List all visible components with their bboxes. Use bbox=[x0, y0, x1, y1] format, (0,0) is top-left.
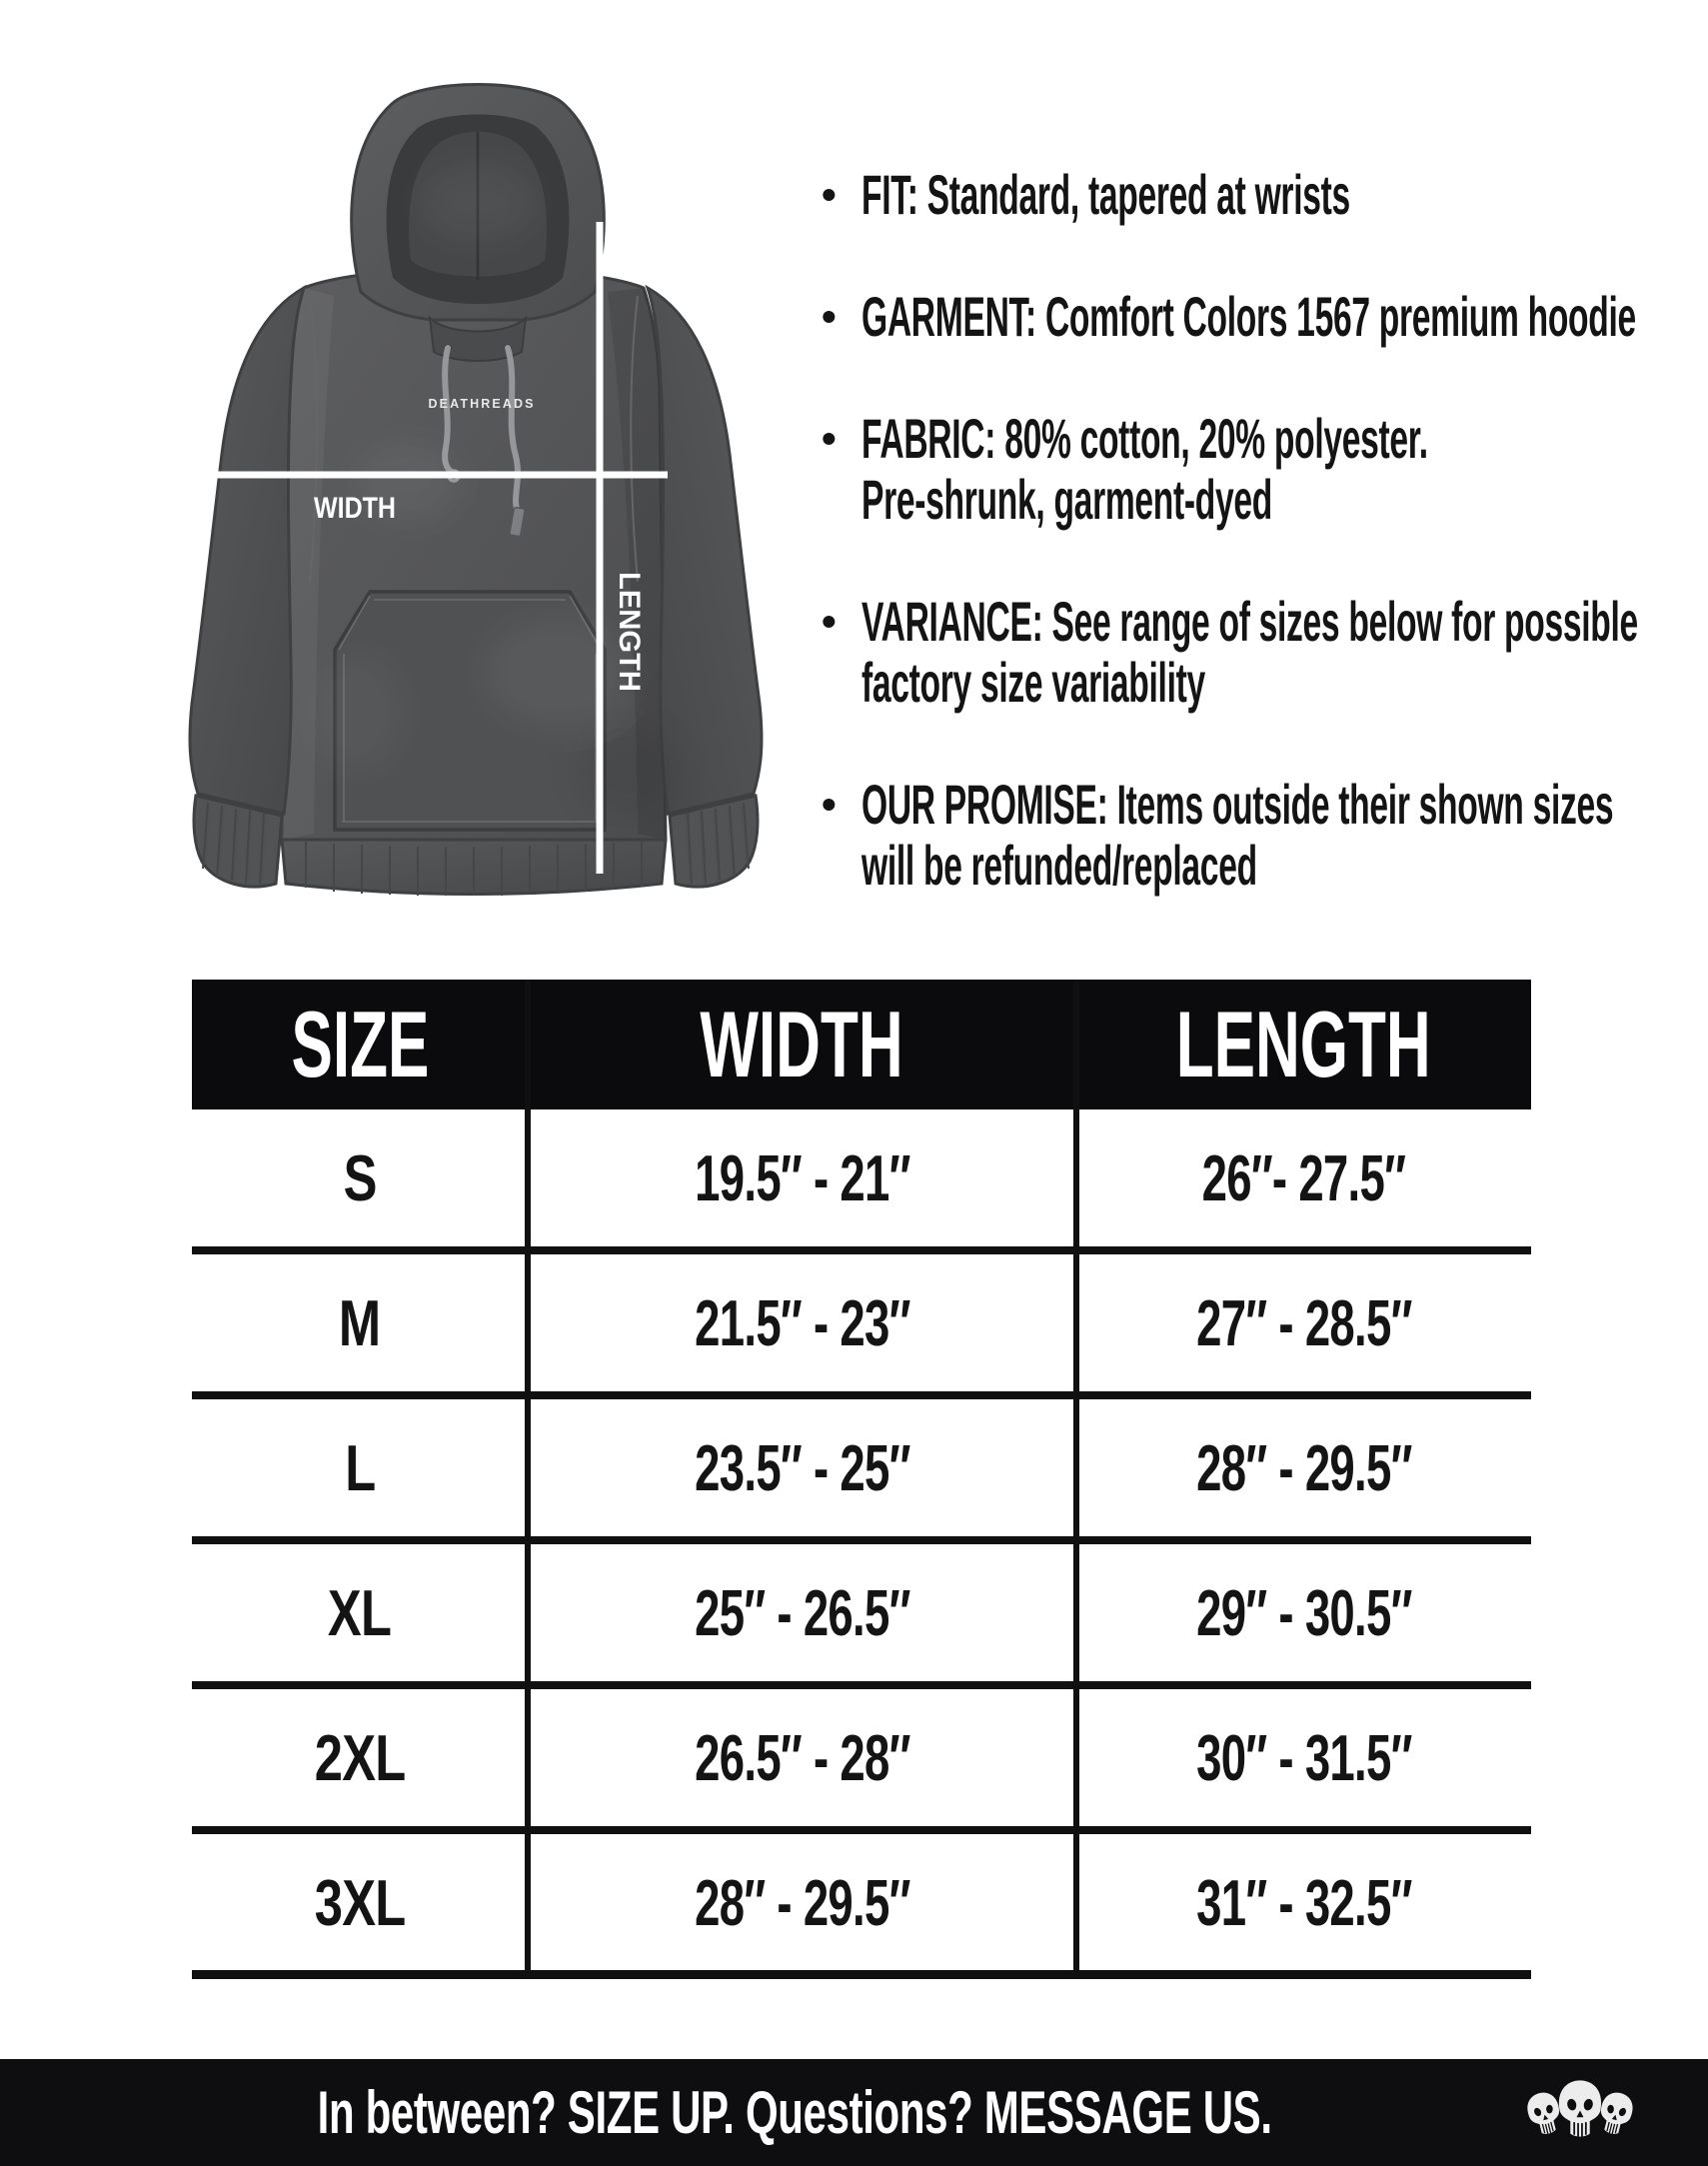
detail-line: OUR PROMISE: Items outside their shown sizes bbox=[861, 773, 1614, 836]
detail-item-variance bbox=[822, 591, 1701, 713]
width-cell: 26.5″ - 28″ bbox=[694, 1721, 910, 1794]
bullet-dot: • bbox=[822, 171, 837, 218]
width-cell: 25″ - 26.5″ bbox=[694, 1576, 910, 1649]
table-row bbox=[192, 1109, 1531, 1254]
length-cell: 30″ - 31.5″ bbox=[1195, 1721, 1412, 1794]
width-cell: 19.5″ - 21″ bbox=[694, 1141, 910, 1214]
bullet-dot: • bbox=[822, 293, 837, 340]
hoodie-product-figure bbox=[108, 52, 798, 897]
size-cell: M bbox=[339, 1286, 381, 1359]
table-row bbox=[192, 1544, 1531, 1689]
length-cell: 27″ - 28.5″ bbox=[1195, 1286, 1412, 1359]
detail-line: factory size variability bbox=[861, 651, 1205, 714]
size-cell: S bbox=[343, 1141, 377, 1214]
detail-line: FIT: Standard, tapered at wrists bbox=[861, 163, 1350, 226]
length-cell: 26″- 27.5″ bbox=[1201, 1141, 1406, 1214]
bullet-dot: • bbox=[822, 598, 837, 645]
table-row bbox=[192, 1689, 1531, 1834]
detail-item-fit bbox=[822, 164, 1701, 225]
width-measure-label: WIDTH bbox=[314, 492, 396, 525]
size-cell: 3XL bbox=[314, 1865, 406, 1939]
size-chart-table bbox=[192, 980, 1531, 1979]
width-cell: 23.5″ - 25″ bbox=[694, 1431, 910, 1504]
size-cell: XL bbox=[328, 1576, 392, 1649]
footer-bar bbox=[0, 2059, 1708, 2166]
chest-logo-text: DEATHREADS bbox=[428, 397, 534, 411]
header-cell-length: LENGTH bbox=[1175, 992, 1432, 1096]
detail-item-promise bbox=[822, 774, 1701, 896]
width-cell: 28″ - 29.5″ bbox=[694, 1865, 910, 1939]
detail-line: FABRIC: 80% cotton, 20% polyester. bbox=[861, 407, 1428, 470]
bullet-dot: • bbox=[822, 415, 837, 462]
table-row bbox=[192, 1834, 1531, 1979]
header-cell-size: SIZE bbox=[291, 992, 429, 1096]
table-row bbox=[192, 1254, 1531, 1399]
detail-line: Pre-shrunk, garment-dyed bbox=[861, 468, 1273, 531]
length-cell: 29″ - 30.5″ bbox=[1195, 1576, 1412, 1649]
product-details-list bbox=[822, 164, 1701, 957]
table-column-divider bbox=[1073, 980, 1079, 1979]
triple-skull-logo bbox=[1504, 2069, 1656, 2157]
width-cell: 21.5″ - 23″ bbox=[694, 1286, 910, 1359]
length-cell: 28″ - 29.5″ bbox=[1195, 1431, 1412, 1504]
table-row bbox=[192, 1399, 1531, 1544]
detail-item-fabric bbox=[822, 408, 1701, 530]
detail-line: VARIANCE: See range of sizes below for possible bbox=[861, 590, 1638, 653]
size-cell: L bbox=[344, 1431, 376, 1504]
header-cell-width: WIDTH bbox=[700, 992, 904, 1096]
hoodie-left-sleeve bbox=[190, 288, 304, 887]
size-chart-header bbox=[192, 980, 1531, 1109]
table-column-divider bbox=[525, 980, 531, 1979]
detail-item-garment bbox=[822, 286, 1701, 347]
detail-line: GARMENT: Comfort Colors 1567 premium hoodie bbox=[861, 285, 1636, 348]
length-measure-label: LENGTH bbox=[613, 572, 646, 696]
length-cell: 31″ - 32.5″ bbox=[1195, 1865, 1412, 1939]
footer-message: In between? SIZE UP. Questions? MESSAGE US. bbox=[317, 2079, 1273, 2146]
detail-line: will be refunded/replaced bbox=[861, 834, 1257, 897]
bullet-dot: • bbox=[822, 781, 837, 828]
size-cell: 2XL bbox=[314, 1721, 406, 1794]
hoodie-illustration bbox=[108, 52, 798, 897]
